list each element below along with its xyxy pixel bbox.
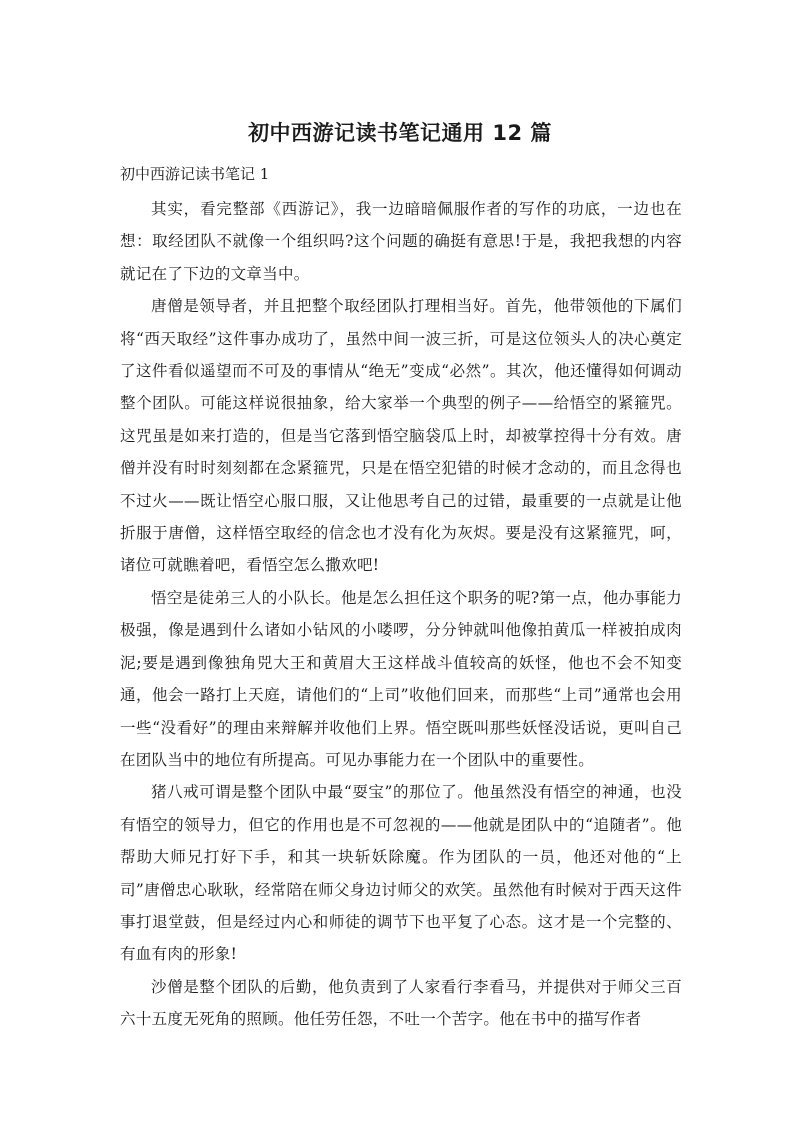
paragraph: 沙僧是整个团队的后勤，他负责到了人家看行李看马，并提供对于师父三百六十五度无死角的照顾。他任劳任怨，不吐一个苦字。他在书中的描写作者 <box>120 977 682 1029</box>
paragraph: 悟空是徒弟三人的小队长。他是怎么担任这个职务的呢?第一点，他办事能力极强，像是遇到什么诸如小钻风的小喽啰，分分钟就叫他像拍黄瓜一样被拍成肉泥;要是遇到像独角兕大王和黄眉大王这样战斗值较高的妖怪，他也不会不知变通，他会一路打上天庭，请他们的“上司”收他们回来，而那些“上司”通常也会用一些“没看好”的理由来辩解并收他们上界。悟空既叫那些妖怪没话说，更叫自己在团队当中的地位有所提高。可见办事能力在一个团队中的重要性。 <box>120 588 682 769</box>
paragraph: 其实，看完整部《西游记》，我一边暗暗佩服作者的写作的功底，一边也在想：取经团队不就像一个组织吗?这个问题的确挺有意思!于是，我把我想的内容就记在了下边的文章当中。 <box>120 200 682 283</box>
document-title: 初中西游记读书笔记通用 12 篇 <box>248 121 552 145</box>
section-heading: 初中西游记读书笔记 1 <box>120 165 270 183</box>
document-body <box>120 193 682 1036</box>
paragraph: 猪八戒可谓是整个团队中最“耍宝”的那位了。他虽然没有悟空的神通，也没有悟空的领导力，但它的作用也是不可忽视的——他就是团队中的“追随者”。他帮助大师兄打好下手，和其一块斩妖除魔。作为团队的一员，他还对他的“上司”唐僧忠心耿耿，经常陪在师父身边讨师父的欢笑。虽然他有时候对于西天这件事打退堂鼓，但是经过内心和师徒的调节下也平复了心态。这才是一个完整的、有血有肉的形象! <box>120 783 682 964</box>
paragraph: 唐僧是领导者，并且把整个取经团队打理相当好。首先，他带领他的下属们将“西天取经”这件事办成功了，虽然中间一波三折，可是这位领头人的决心奠定了这件看似遥望而不可及的事情从“绝无”变成“必然”。其次，他还懂得如何调动整个团队。可能这样说很抽象，给大家举一个典型的例子——给悟空的紧箍咒。这咒虽是如来打造的，但是当它落到悟空脑袋瓜上时，却被掌控得十分有效。唐僧并没有时时刻刻都在念紧箍咒，只是在悟空犯错的时候才念动的，而且念得也不过火——既让悟空心服口服，又让他思考自己的过错，最重要的一点就是让他折服于唐僧，这样悟空取经的信念也才没有化为灰烬。要是没有这紧箍咒，呵，诸位可就瞧着吧，看悟空怎么撒欢吧! <box>120 297 682 575</box>
